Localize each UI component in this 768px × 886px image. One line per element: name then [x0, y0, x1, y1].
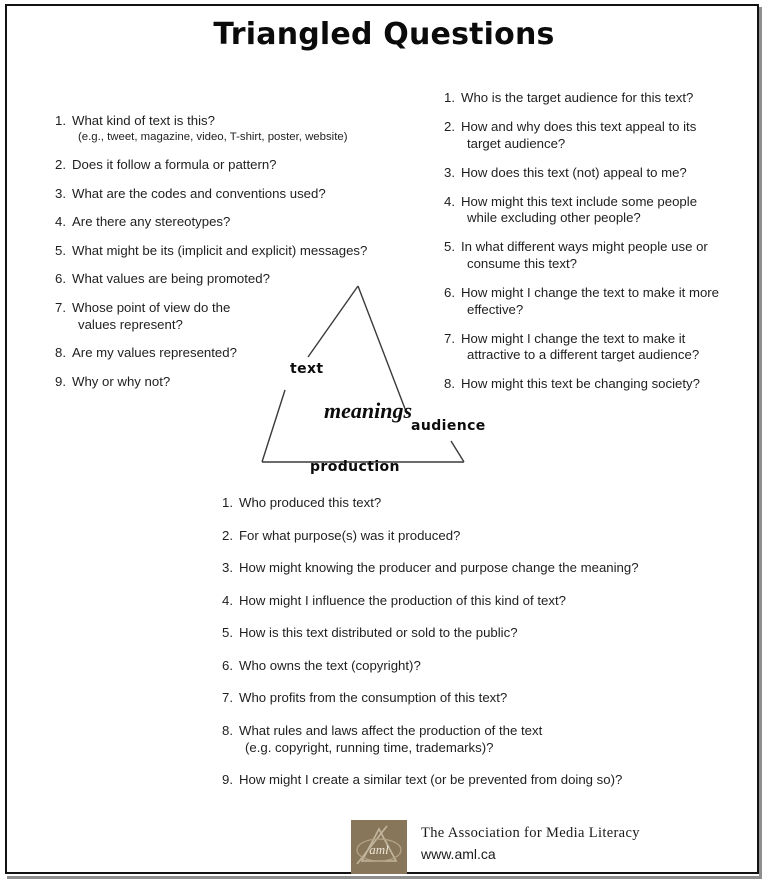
question-line-sub: (e.g., tweet, magazine, video, T-shirt, poster, website) [78, 130, 348, 143]
footer-credit [351, 820, 640, 874]
list-item [55, 243, 400, 259]
question-text [461, 194, 749, 226]
question-text [461, 119, 749, 151]
question-text: How might I create a similar text (or be prevented from doing so)? [239, 772, 623, 788]
question-line-sub: while excluding other people? [467, 210, 641, 226]
question-line-main: What kind of text is this? [72, 113, 215, 128]
question-text [461, 239, 749, 271]
triangle-left-upper-line [308, 286, 358, 357]
question-line-sub: target audience? [467, 135, 566, 151]
top-cut-off-text-label [14, 0, 39, 1]
list-item [444, 119, 749, 151]
list-item [55, 113, 400, 144]
aml-logo-icon [351, 820, 407, 874]
question-line-main: How might I change the text to make it [461, 330, 686, 346]
list-item [222, 593, 712, 609]
list-item [444, 194, 749, 226]
question-number: 6. [444, 285, 455, 301]
document-frame [5, 4, 759, 874]
question-number: 2. [444, 119, 455, 135]
question-number: 4. [222, 592, 233, 608]
question-text: Are my values represented? [72, 345, 237, 361]
question-number: 1. [444, 90, 455, 105]
question-line-main: How and why does this text appeal to its [461, 119, 697, 135]
question-line-sub: (e.g. copyright, running time, trademarks)? [245, 739, 494, 755]
question-number: 5. [444, 239, 455, 255]
list-item [222, 772, 712, 788]
question-line-main: What rules and laws affect the production of the text [239, 723, 543, 739]
list-item [444, 90, 749, 106]
question-number: 8. [55, 345, 66, 361]
question-number: 5. [222, 625, 233, 641]
svg-text:aml: aml [369, 842, 389, 857]
page-shadow-bottom [7, 876, 761, 879]
list-item [222, 528, 712, 544]
question-text: Who owns the text (copyright)? [239, 657, 421, 673]
list-item [55, 157, 400, 173]
question-text: What might be its (implicit and explicit) messages? [72, 242, 368, 258]
question-line-main: How might this text include some people [461, 193, 698, 209]
question-text: For what purpose(s) was it produced? [239, 527, 461, 543]
triangle-label-audience: audience [411, 418, 486, 434]
list-item [222, 625, 712, 641]
list-item [222, 495, 712, 511]
question-text: Who is the target audience for this text? [461, 90, 694, 105]
footer-text-block [421, 820, 640, 862]
question-text [239, 723, 712, 755]
triangle-right-upper-line [358, 286, 407, 414]
page-title: Triangled Questions [213, 17, 555, 52]
question-number: 9. [222, 772, 233, 788]
triangle-label-meanings: meanings [324, 398, 413, 423]
question-list-production [222, 495, 712, 805]
question-number: 9. [55, 373, 66, 389]
triangle-label-text: text [290, 361, 324, 377]
question-number: 6. [55, 271, 66, 287]
question-number: 7. [55, 299, 66, 315]
list-item [444, 239, 749, 271]
triangle-left-lower-line [262, 390, 285, 462]
question-number: 7. [444, 330, 455, 346]
list-item [222, 690, 712, 706]
question-number: 8. [222, 723, 233, 739]
question-text: How might I influence the production of this kind of text? [239, 592, 566, 608]
question-line-main: How might I change the text to make it more [461, 285, 720, 301]
list-item [222, 723, 712, 755]
question-number: 3. [55, 185, 66, 201]
question-text: Who produced this text? [239, 495, 382, 510]
question-number: 4. [444, 193, 455, 209]
question-text: Are there any stereotypes? [72, 214, 231, 230]
question-number: 1. [55, 113, 66, 128]
question-number: 3. [444, 164, 455, 180]
question-text [72, 113, 400, 144]
question-number: 8. [444, 376, 455, 392]
question-line-main: In what different ways might people use or [461, 239, 708, 255]
question-number: 1. [222, 495, 233, 510]
triangle-label-production: production [310, 459, 400, 475]
question-number: 7. [222, 690, 233, 706]
triangle-lines [243, 274, 493, 484]
question-text: How might knowing the producer and purpose change the meaning? [239, 560, 639, 576]
question-line-main: Whose point of view do the [72, 299, 231, 315]
question-number: 5. [55, 242, 66, 258]
question-line-sub: effective? [467, 301, 524, 317]
organization-website[interactable]: www.aml.ca [421, 846, 496, 862]
question-line-sub: values represent? [78, 316, 183, 332]
question-text: What are the codes and conventions used? [72, 185, 326, 201]
question-text: How does this text (not) appeal to me? [461, 164, 687, 180]
media-triangle-diagram [243, 274, 493, 484]
list-item [444, 165, 749, 181]
list-item [222, 560, 712, 576]
question-number: 3. [222, 560, 233, 576]
question-text: How is this text distributed or sold to the public? [239, 625, 518, 641]
question-number: 6. [222, 657, 233, 673]
triangle-right-lower-line [451, 441, 464, 462]
top-cut-off-text [0, 0, 768, 1]
list-item [55, 214, 400, 230]
question-line-sub: attractive to a different target audience? [467, 347, 700, 363]
question-text: How might this text be changing society? [461, 376, 700, 392]
question-text [461, 285, 749, 317]
question-text: Who profits from the consumption of this text? [239, 690, 508, 706]
list-item [55, 186, 400, 202]
question-text: Does it follow a formula or pattern? [72, 157, 277, 173]
page-shadow-right [759, 7, 762, 879]
question-number: 2. [222, 527, 233, 543]
question-text: What values are being promoted? [72, 271, 270, 287]
question-number: 4. [55, 214, 66, 230]
question-line-sub: consume this text? [467, 256, 577, 272]
list-item [222, 658, 712, 674]
question-text: Why or why not? [72, 373, 171, 389]
organization-name: The Association for Media Literacy [421, 825, 640, 841]
question-text [461, 331, 749, 363]
question-number: 2. [55, 157, 66, 173]
